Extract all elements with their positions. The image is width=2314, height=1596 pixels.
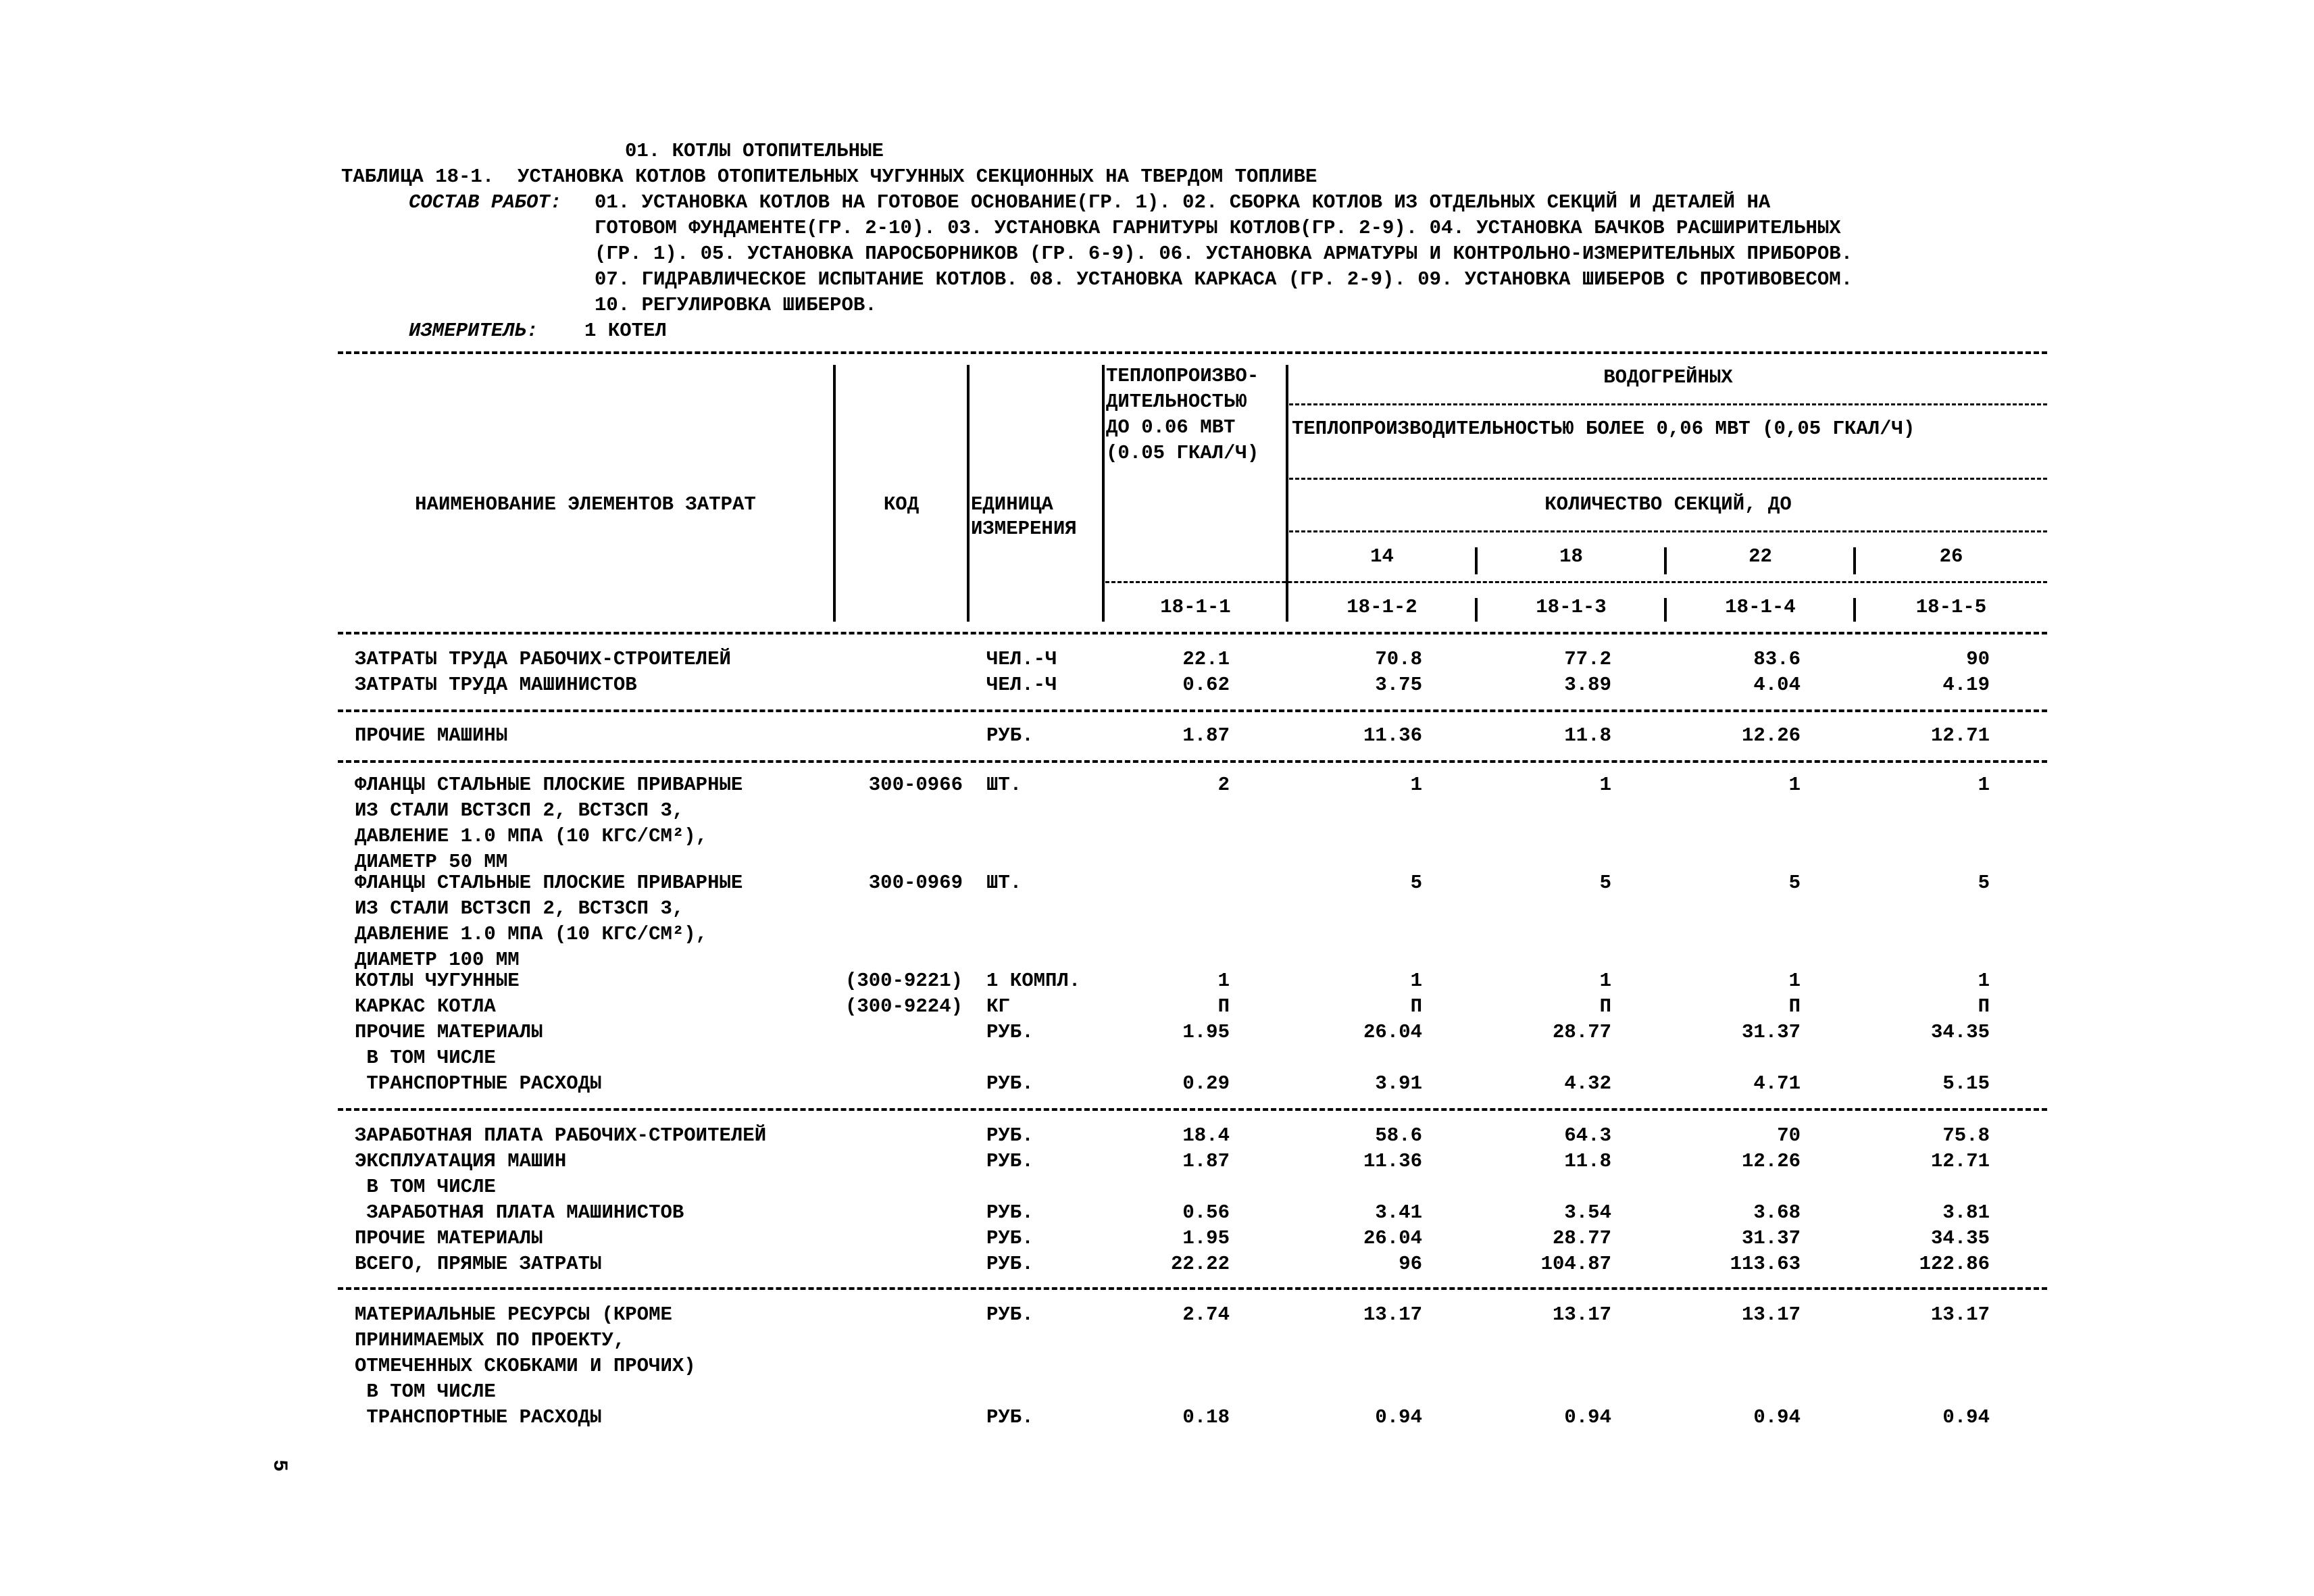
row-value: 70.8 (1375, 648, 1422, 670)
row-value: 0.56 (1182, 1201, 1230, 1224)
column-divider (1286, 365, 1288, 622)
row-value: 113.63 (1730, 1253, 1801, 1275)
row-value: П (1599, 995, 1611, 1018)
column-divider (967, 365, 970, 622)
row-value: 26.04 (1363, 1227, 1422, 1249)
row-value: 75.8 (1942, 1124, 1990, 1147)
row-name: ДАВЛЕНИЕ 1.0 МПА (10 КГС/СМ²), (355, 825, 708, 847)
row-name: ТРАНСПОРТНЫЕ РАСХОДЫ (355, 1406, 602, 1428)
row-value: 4.32 (1564, 1072, 1611, 1095)
sections-value: 14 (1370, 545, 1394, 568)
row-value: 12.71 (1930, 724, 1990, 747)
row-unit: ЧЕЛ.-Ч (986, 674, 1057, 696)
row-value: 0.94 (1942, 1406, 1990, 1428)
col-header-small: ДИТЕЛЬНОСТЬЮ (1106, 391, 1247, 413)
header-rule (1289, 478, 2047, 480)
row-unit: ШТ. (986, 774, 1022, 796)
row-name: В ТОМ ЧИСЛЕ (355, 1047, 496, 1069)
row-value: П (1978, 995, 1990, 1018)
section-rule (338, 709, 2047, 712)
row-name: ЭКСПЛУАТАЦИЯ МАШИН (355, 1150, 567, 1172)
row-value: 5 (1978, 872, 1990, 894)
page-number: 5 (268, 1460, 291, 1472)
col-header-small: ДО 0.06 МВТ (1106, 416, 1236, 439)
row-value: 5.15 (1942, 1072, 1990, 1095)
row-name: ДИАМЕТР 100 ММ (355, 949, 520, 971)
section-rule (338, 1108, 2047, 1111)
row-value: 28.77 (1552, 1021, 1611, 1043)
measure-value: 1 КОТЕЛ (584, 320, 667, 342)
row-value: 11.8 (1564, 724, 1611, 747)
composition-line: ГОТОВОМ ФУНДАМЕНТЕ(ГР. 2-10). 03. УСТАНОВКА ГАРНИТУРЫ КОТЛОВ(ГР. 2-9). 04. УСТАНОВКА БАЧКОВ РАСШИРИТЕЛЬНЫХ (595, 217, 1841, 239)
row-value: 5 (1788, 872, 1801, 894)
row-name: В ТОМ ЧИСЛЕ (355, 1380, 496, 1403)
row-value: П (1788, 995, 1801, 1018)
norm-code: 18-1-3 (1536, 596, 1607, 618)
composition-line: 07. ГИДРАВЛИЧЕСКОЕ ИСПЫТАНИЕ КОТЛОВ. 08. УСТАНОВКА КАРКАСА (ГР. 2-9). 09. УСТАНОВКА ШИБЕРОВ С ПРОТИВОВЕСОМ. (595, 268, 1853, 291)
section-rule (338, 760, 2047, 763)
column-divider (1664, 547, 1667, 574)
row-name: МАТЕРИАЛЬНЫЕ РЕСУРСЫ (КРОМЕ (355, 1303, 672, 1326)
row-value: 3.75 (1375, 674, 1422, 696)
row-value: 1.87 (1182, 724, 1230, 747)
row-unit: РУБ. (986, 1021, 1034, 1043)
column-divider (1664, 598, 1667, 622)
composition-line: 10. РЕГУЛИРОВКА ШИБЕРОВ. (595, 294, 877, 316)
row-name: ФЛАНЦЫ СТАЛЬНЫЕ ПЛОСКИЕ ПРИВАРНЫЕ (355, 774, 743, 796)
row-value: 3.41 (1375, 1201, 1422, 1224)
row-name: ЗАРАБОТНАЯ ПЛАТА МАШИНИСТОВ (355, 1201, 684, 1224)
row-value: 4.19 (1942, 674, 1990, 696)
col-header-unit: ИЗМЕРЕНИЯ (971, 518, 1077, 540)
row-name: ПРОЧИЕ МАТЕРИАЛЫ (355, 1227, 543, 1249)
row-value: П (1217, 995, 1230, 1018)
row-unit: ЧЕЛ.-Ч (986, 648, 1057, 670)
column-divider (1853, 598, 1856, 622)
row-value: 0.29 (1182, 1072, 1230, 1095)
row-value: 2 (1217, 774, 1230, 796)
header-bottom-rule (338, 632, 2047, 634)
row-unit: РУБ. (986, 1150, 1034, 1172)
row-value: 34.35 (1930, 1227, 1990, 1249)
row-unit: РУБ. (986, 1124, 1034, 1147)
group-subheader: ТЕПЛОПРОИЗВОДИТЕЛЬНОСТЬЮ БОЛЕЕ 0,06 МВТ (0,05 ГКАЛ/Ч) (1292, 418, 1915, 440)
row-value: 11.8 (1564, 1150, 1611, 1172)
row-value: 28.77 (1552, 1227, 1611, 1249)
row-name: ЗАТРАТЫ ТРУДА МАШИНИСТОВ (355, 674, 637, 696)
row-value: 104.87 (1540, 1253, 1611, 1275)
col-header-code: КОД (883, 493, 920, 516)
row-unit: РУБ. (986, 1303, 1034, 1326)
col-header-small: ТЕПЛОПРОИЗВО- (1106, 365, 1259, 387)
row-value: 11.36 (1363, 1150, 1422, 1172)
row-value: 122.86 (1919, 1253, 1990, 1275)
row-value: 1.95 (1182, 1021, 1230, 1043)
column-divider (1853, 547, 1856, 574)
row-name: ТРАНСПОРТНЫЕ РАСХОДЫ (355, 1072, 602, 1095)
row-value: 4.04 (1753, 674, 1801, 696)
row-value: 0.94 (1753, 1406, 1801, 1428)
composition-line: 01. УСТАНОВКА КОТЛОВ НА ГОТОВОЕ ОСНОВАНИЕ(ГР. 1). 02. СБОРКА КОТЛОВ ИЗ ОТДЕЛЬНЫХ СЕКЦИЙ И ДЕТАЛЕЙ НА (595, 191, 1771, 214)
row-name: ДИАМЕТР 50 ММ (355, 851, 508, 873)
row-unit: КГ (986, 995, 1010, 1018)
row-value: 4.71 (1753, 1072, 1801, 1095)
row-value: 3.68 (1753, 1201, 1801, 1224)
composition-label: СОСТАВ РАБОТ: (409, 191, 562, 214)
sections-value: 22 (1749, 545, 1772, 568)
row-value: 12.26 (1741, 1150, 1801, 1172)
row-value: 1 (1978, 970, 1990, 992)
row-name: ВСЕГО, ПРЯМЫЕ ЗАТРАТЫ (355, 1253, 602, 1275)
row-unit: РУБ. (986, 724, 1034, 747)
row-value: 22.1 (1182, 648, 1230, 670)
row-value: 77.2 (1564, 648, 1611, 670)
row-name: ИЗ СТАЛИ ВСТ3СП 2, ВСТ3СП 3, (355, 799, 684, 822)
row-value: 5 (1599, 872, 1611, 894)
row-name: ЗАРАБОТНАЯ ПЛАТА РАБОЧИХ-СТРОИТЕЛЕЙ (355, 1124, 767, 1147)
norm-code: 18-1-5 (1915, 596, 1987, 618)
col-header-unit: ЕДИНИЦА (971, 493, 1053, 516)
row-value: 12.26 (1741, 724, 1801, 747)
row-code: 300-0969 (868, 872, 963, 894)
row-name: В ТОМ ЧИСЛЕ (355, 1176, 496, 1198)
row-value: 58.6 (1375, 1124, 1422, 1147)
row-value: 1 (1410, 970, 1422, 992)
row-name: ИЗ СТАЛИ ВСТ3СП 2, ВСТ3СП 3, (355, 897, 684, 920)
column-divider (1475, 547, 1478, 574)
row-value: 1 (1599, 774, 1611, 796)
norm-code: 18-1-2 (1347, 596, 1417, 618)
row-value: 1 (1788, 774, 1801, 796)
col-header-small: (0.05 ГКАЛ/Ч) (1106, 442, 1259, 464)
row-value: 11.36 (1363, 724, 1422, 747)
row-value: 18.4 (1182, 1124, 1230, 1147)
row-value: 1 (1978, 774, 1990, 796)
header-rule (1105, 581, 2047, 583)
composition-line: (ГР. 1). 05. УСТАНОВКА ПАРОСБОРНИКОВ (ГР. 6-9). 06. УСТАНОВКА АРМАТУРЫ И КОНТРОЛЬНО-ИЗМЕРИТЕЛЬНЫХ ПРИБОРОВ. (595, 243, 1853, 265)
row-unit: РУБ. (986, 1072, 1034, 1095)
row-value: 31.37 (1741, 1021, 1801, 1043)
row-value: 26.04 (1363, 1021, 1422, 1043)
row-value: 70 (1777, 1124, 1801, 1147)
section-rule (338, 1287, 2047, 1290)
row-value: 31.37 (1741, 1227, 1801, 1249)
row-value: 1 (1788, 970, 1801, 992)
row-name: ПРОЧИЕ МАШИНЫ (355, 724, 508, 747)
row-value: 1.87 (1182, 1150, 1230, 1172)
header-rule (1289, 530, 2047, 532)
row-value: 0.18 (1182, 1406, 1230, 1428)
row-code: 300-0966 (868, 774, 963, 796)
measure-label: ИЗМЕРИТЕЛЬ: (409, 320, 538, 342)
row-unit: РУБ. (986, 1253, 1034, 1275)
row-unit: РУБ. (986, 1406, 1034, 1428)
row-name: КОТЛЫ ЧУГУННЫЕ (355, 970, 520, 992)
row-value: 13.17 (1741, 1303, 1801, 1326)
header-rule (1289, 403, 2047, 405)
row-value: 64.3 (1564, 1124, 1611, 1147)
row-unit: 1 КОМПЛ. (986, 970, 1081, 992)
row-value: 83.6 (1753, 648, 1801, 670)
row-value: П (1410, 995, 1422, 1018)
row-value: 96 (1399, 1253, 1422, 1275)
sections-value: 18 (1559, 545, 1583, 568)
column-divider (1475, 598, 1478, 622)
section-title: 01. КОТЛЫ ОТОПИТЕЛЬНЫЕ (625, 140, 884, 162)
table-title: ТАБЛИЦА 18-1. УСТАНОВКА КОТЛОВ ОТОПИТЕЛЬНЫХ ЧУГУННЫХ СЕКЦИОННЫХ НА ТВЕРДОМ ТОПЛИВЕ (341, 166, 1317, 188)
row-value: 3.54 (1564, 1201, 1611, 1224)
row-value: 12.71 (1930, 1150, 1990, 1172)
col-header-name: НАИМЕНОВАНИЕ ЭЛЕМЕНТОВ ЗАТРАТ (415, 493, 756, 516)
row-value: 1 (1599, 970, 1611, 992)
row-name: КАРКАС КОТЛА (355, 995, 496, 1018)
row-value: 34.35 (1930, 1021, 1990, 1043)
norm-code: 18-1-4 (1725, 596, 1796, 618)
row-code: (300-9221) (845, 970, 963, 992)
row-value: 2.74 (1182, 1303, 1230, 1326)
row-value: 0.62 (1182, 674, 1230, 696)
row-value: 1 (1410, 774, 1422, 796)
row-value: 1.95 (1182, 1227, 1230, 1249)
column-divider (1102, 365, 1105, 622)
row-value: 90 (1966, 648, 1990, 670)
group-header: ВОДОГРЕЙНЫХ (1603, 366, 1733, 389)
sections-header: КОЛИЧЕСТВО СЕКЦИЙ, ДО (1544, 493, 1792, 516)
row-name: ФЛАНЦЫ СТАЛЬНЫЕ ПЛОСКИЕ ПРИВАРНЫЕ (355, 872, 743, 894)
row-value: 0.94 (1375, 1406, 1422, 1428)
row-value: 22.22 (1170, 1253, 1230, 1275)
row-value: 13.17 (1552, 1303, 1611, 1326)
row-value: 5 (1410, 872, 1422, 894)
row-name: ПРОЧИЕ МАТЕРИАЛЫ (355, 1021, 543, 1043)
sections-value: 26 (1939, 545, 1963, 568)
row-value: 3.81 (1942, 1201, 1990, 1224)
norm-code: 18-1-1 (1160, 596, 1231, 618)
row-name: ЗАТРАТЫ ТРУДА РАБОЧИХ-СТРОИТЕЛЕЙ (355, 648, 731, 670)
row-name: ПРИНИМАЕМЫХ ПО ПРОЕКТУ, (355, 1329, 626, 1351)
row-unit: РУБ. (986, 1201, 1034, 1224)
row-name: ДАВЛЕНИЕ 1.0 МПА (10 КГС/СМ²), (355, 923, 708, 945)
row-value: 3.89 (1564, 674, 1611, 696)
row-name: ОТМЕЧЕННЫХ СКОБКАМИ И ПРОЧИХ) (355, 1355, 696, 1377)
row-code: (300-9224) (845, 995, 963, 1018)
row-value: 0.94 (1564, 1406, 1611, 1428)
row-unit: РУБ. (986, 1227, 1034, 1249)
row-value: 13.17 (1930, 1303, 1990, 1326)
table-top-rule (338, 351, 2047, 354)
row-unit: ШТ. (986, 872, 1022, 894)
row-value: 1 (1217, 970, 1230, 992)
row-value: 13.17 (1363, 1303, 1422, 1326)
row-value: 3.91 (1375, 1072, 1422, 1095)
